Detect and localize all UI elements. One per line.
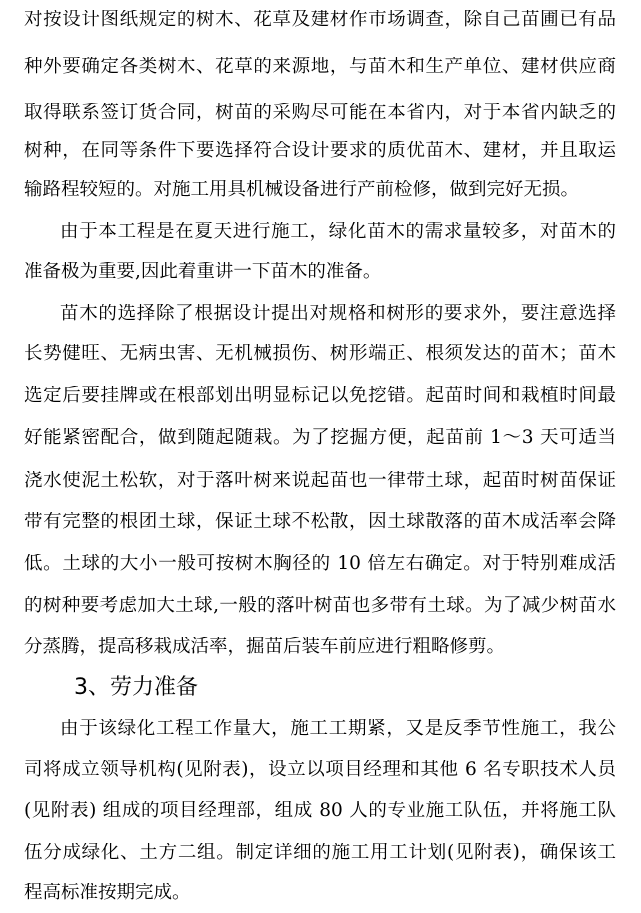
paragraph-line [0,10,641,30]
section-heading: 3、劳力准备 [74,675,198,700]
line-text: (见附表) 组成的项目经理部，组成 80 人的专业施工队伍，并将施工队 [24,801,616,821]
paragraph-line [0,883,641,903]
paragraph-line [0,262,641,282]
line-text: 输路程较短的。对施工用具机械设备进行产前检修，做到完好无损。 [24,180,580,200]
paragraph-line [0,428,641,448]
paragraph-line [0,512,641,532]
line-text: 司将成立领导机构(见附表)，设立以项目经理和其他 6 名专职技术人员 [24,760,616,780]
paragraph-line [0,103,641,123]
line-text: 分蒸腾，提高移栽成活率，掘苗后装车前应进行粗略修剪。 [24,637,506,657]
paragraph-line [0,180,641,200]
paragraph-line [0,222,641,242]
line-text: 由于该绿化工程工作量大，施工工期紧，又是反季节性施工，我公 [60,719,616,739]
paragraph-line [0,344,641,364]
line-text: 长势健旺、无病虫害、无机械损伤、树形端正、根须发达的苗木；苗木 [24,344,616,364]
line-text: 浇水使泥土松软，对于落叶树来说起苗也一律带土球，起苗时树苗保证 [24,471,616,491]
paragraph-line [0,637,641,657]
line-text: 取得联系签订货合同，树苗的采购尽可能在本省内，对于本省内缺乏的 [24,103,616,123]
line-text: 低。土球的大小一般可按树木胸径的 10 倍左右确定。对于特别难成活 [24,554,616,574]
line-text: 对按设计图纸规定的树木、花草及建材作市场调查，除自己苗圃已有品 [24,10,616,30]
line-text: 选定后要挂牌或在根部划出明显标记以免挖错。起苗时间和栽植时间最 [24,386,616,406]
line-text: 带有完整的根团土球，保证土球不松散，因土球散落的苗木成活率会降 [24,512,616,532]
line-text: 的树种要考虑加大土球,一般的落叶树苗也多带有土球。为了减少树苗水 [24,596,616,616]
line-text: 好能紧密配合，做到随起随栽。为了挖掘方便，起苗前 1～3 天可适当 [24,428,616,448]
paragraph-line [0,596,641,616]
paragraph-line [0,554,641,574]
line-text: 伍分成绿化、土方二组。制定详细的施工用工计划(见附表)，确保该工 [24,843,616,863]
paragraph-line [0,801,641,821]
paragraph-line [0,304,641,324]
paragraph-line [0,57,641,77]
paragraph-line [0,760,641,780]
paragraph-line [0,843,641,863]
line-text: 程高标准按期完成。 [24,883,191,903]
paragraph-line [0,141,641,161]
line-text: 树种，在同等条件下要选择符合设计要求的质优苗木、建材，并且取运 [24,141,616,161]
paragraph-line [0,386,641,406]
line-text: 由于本工程是在夏天进行施工，绿化苗木的需求量较多，对苗木的 [60,222,616,242]
line-text: 苗木的选择除了根据设计提出对规格和树形的要求外，要注意选择 [60,304,616,324]
line-text: 种外要确定各类树木、花草的来源地，与苗木和生产单位、建材供应商 [24,57,616,77]
paragraph-line [0,719,641,739]
paragraph-line [0,471,641,491]
line-text: 准备极为重要,因此着重讲一下苗木的准备。 [24,262,382,282]
